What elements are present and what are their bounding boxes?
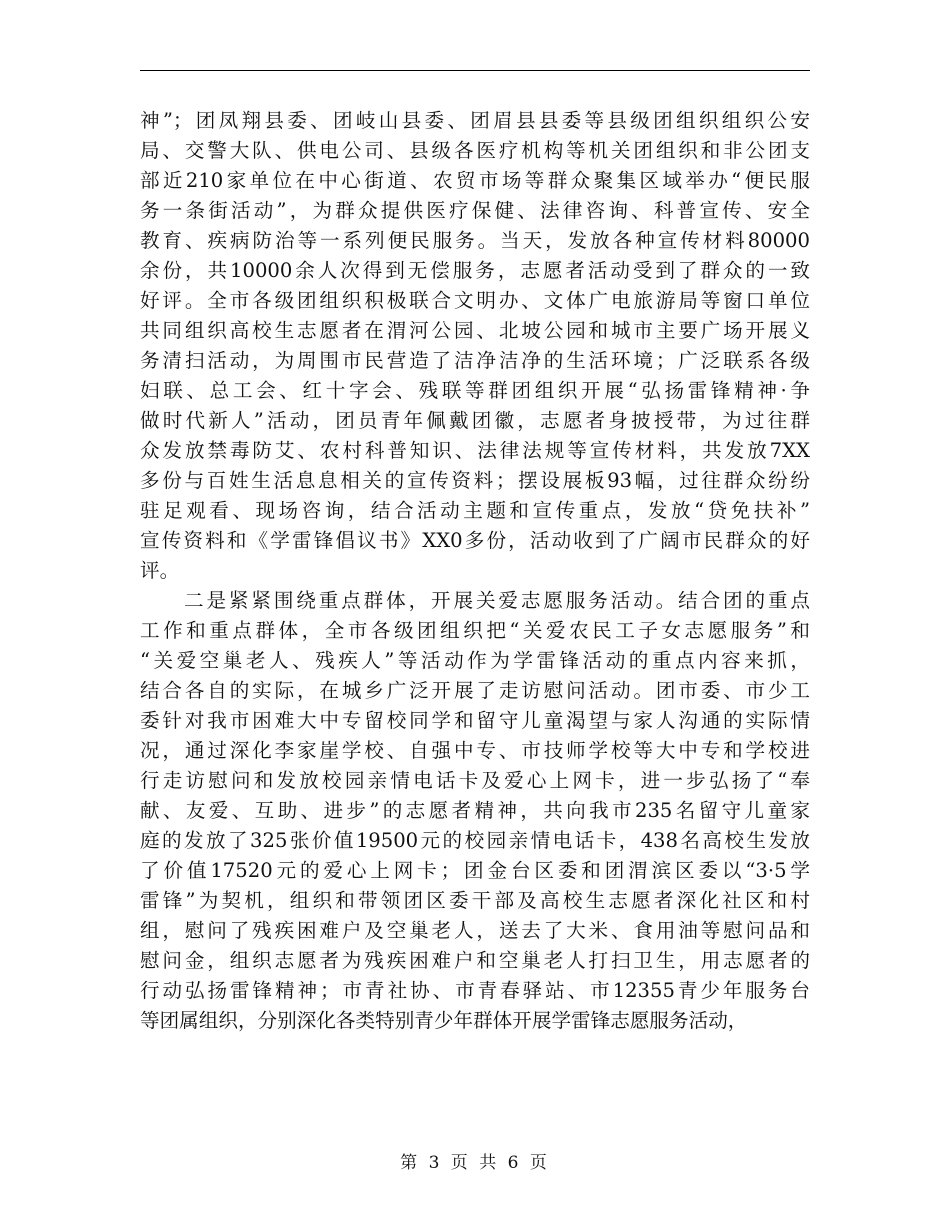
text-line: 等团属组织，分别深化各类特别青少年群体开展学雷锋志愿服务活动， (140, 1009, 748, 1032)
text-line: 行走访慰问和发放校园亲情电话卡及爱心上网卡，进一步弘扬了“奉 (140, 769, 810, 792)
text-line: 余份，共10000余人次得到无偿服务，志愿者活动受到了群众的一致 (140, 259, 810, 282)
text-line: 工作和重点群体，全市各级团组织把“关爱农民工子女志愿服务”和 (140, 619, 810, 642)
text-line: 庭的发放了325张价值19500元的校园亲情电话卡，438名高校生发放 (140, 829, 810, 852)
text-line: 宣传资料和《学雷锋倡议书》XX0多份，活动收到了广阔市民群众的好 (140, 529, 810, 552)
text-line: 驻足观看、现场咨询，结合活动主题和宣传重点，发放“贷免扶补” (140, 499, 810, 522)
text-line: 局、交警大队、供电公司、县级各医疗机构等机关团组织和非公团支 (140, 139, 810, 162)
text-line: 务一条街活动”，为群众提供医疗保健、法律咨询、科普宣传、安全 (140, 199, 810, 222)
text-line: 共同组织高校生志愿者在渭河公园、北坡公园和城市主要广场开展义 (140, 319, 810, 342)
text-line: 雷锋”为契机，组织和带领团区委干部及高校生志愿者深化社区和村 (140, 889, 810, 912)
text-line: 况，通过深化李家崖学校、自强中专、市技师学校等大中专和学校进 (140, 739, 810, 762)
text-line: 务清扫活动，为周围市民营造了洁净洁净的生活环境；广泛联系各级 (140, 349, 810, 372)
text-line: 委针对我市困难大中专留校同学和留守儿童渴望与家人沟通的实际情 (140, 709, 810, 732)
text-line: 神”；团凤翔县委、团岐山县委、团眉县县委等县级团组织组织公安 (140, 109, 810, 132)
page-number-footer: 第 3 页 共 6 页 (400, 1153, 550, 1173)
text-line: 做时代新人”活动，团员青年佩戴团徽，志愿者身披授带，为过往群 (140, 409, 810, 432)
text-line: 行动弘扬雷锋精神；市青社协、市青春驿站、市12355青少年服务台 (140, 979, 810, 1002)
text-line: 二是紧紧围绕重点群体，开展关爱志愿服务活动。结合团的重点 (184, 589, 810, 612)
text-line: 部近210家单位在中心街道、农贸市场等群众聚集区域举办“便民服 (140, 169, 810, 192)
text-line: 评。 (140, 559, 180, 582)
paragraph (140, 586, 810, 1036)
text-line: 好评。全市各级团组织积极联合文明办、文体广电旅游局等窗口单位 (140, 289, 810, 312)
header-rule (140, 70, 810, 71)
text-line: 妇联、总工会、红十字会、残联等群团组织开展“弘扬雷锋精神·争 (140, 379, 810, 402)
text-line: 组，慰问了残疾困难户及空巢老人，送去了大米、食用油等慰问品和 (140, 919, 810, 942)
text-line: 教育、疾病防治等一系列便民服务。当天，发放各种宣传材料80000 (140, 229, 810, 252)
text-line: 多份与百姓生活息息相关的宣传资料；摆设展板93幅，过往群众纷纷 (140, 469, 810, 492)
text-line: “关爱空巢老人、残疾人”等活动作为学雷锋活动的重点内容来抓， (140, 649, 810, 672)
paragraph (140, 106, 810, 586)
document-body (140, 106, 810, 1036)
text-line: 了价值17520元的爱心上网卡；团金台区委和团渭滨区委以“3·5学 (140, 859, 810, 882)
text-line: 众发放禁毒防艾、农村科普知识、法律法规等宣传材料，共发放7XX (140, 439, 810, 462)
text-line: 结合各自的实际，在城乡广泛开展了走访慰问活动。团市委、市少工 (140, 679, 810, 702)
text-line: 献、友爱、互助、进步”的志愿者精神，共向我市235名留守儿童家 (140, 799, 810, 822)
text-line: 慰问金，组织志愿者为残疾困难户和空巢老人打扫卫生，用志愿者的 (140, 949, 810, 972)
